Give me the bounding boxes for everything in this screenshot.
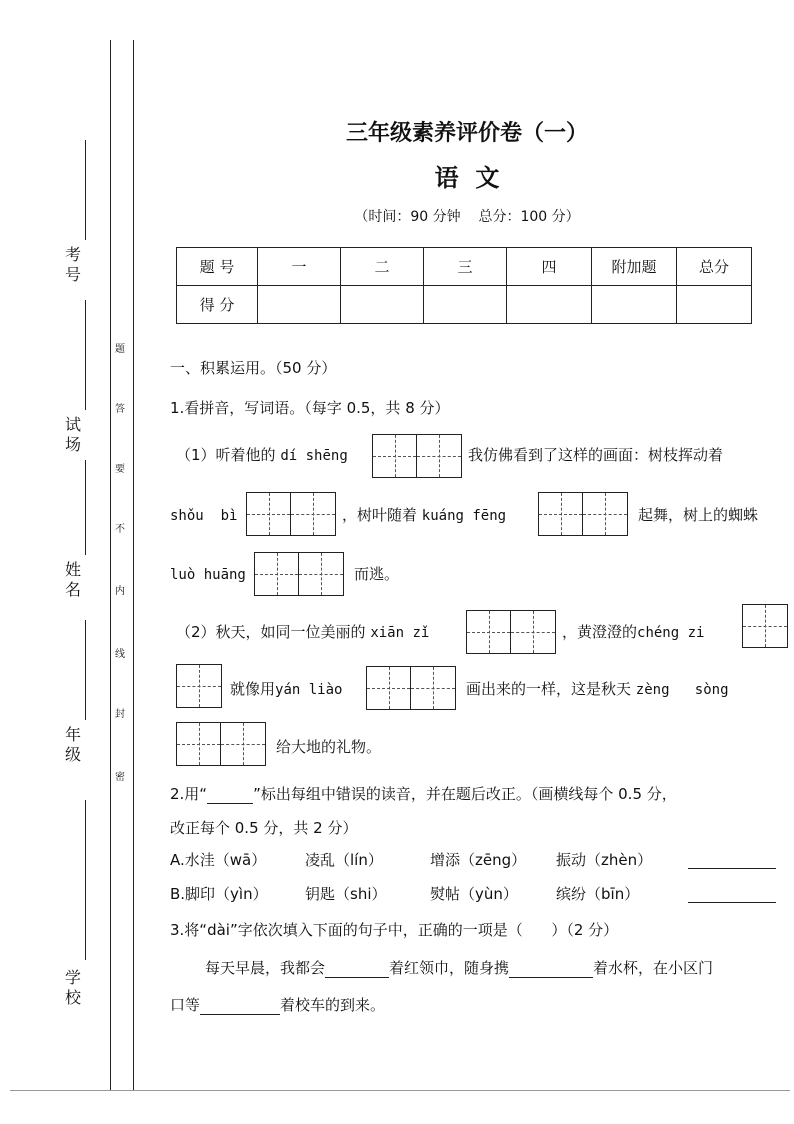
pinyin-luohuang: luò huāng — [170, 567, 246, 583]
q1-text — [230, 679, 342, 700]
score-cell[interactable] — [258, 286, 341, 324]
exam-title: 三年级素养评价卷（一） — [345, 121, 588, 146]
q3-blank-3[interactable] — [200, 996, 280, 1015]
q2-rowB-item[interactable]: 缤纷（bīn） — [556, 885, 640, 903]
q2-prompt — [170, 784, 677, 804]
answer-grid-shoubi[interactable] — [246, 492, 336, 536]
section-1-heading: 一、积累运用。（50 分） — [170, 359, 337, 377]
score-cell[interactable] — [592, 286, 677, 324]
q2-rowA-item[interactable]: 凌乱（lín） — [305, 851, 383, 869]
q3-sentence — [205, 958, 713, 978]
pinyin-chengzi: chéng zi — [637, 625, 705, 641]
q2-rowA-item[interactable]: 增添（zēng） — [430, 851, 527, 869]
exam-number-label: 考号 — [64, 245, 81, 284]
q1-text — [170, 564, 246, 585]
school-label: 学校 — [64, 968, 81, 1007]
name-label: 姓名 — [64, 560, 81, 599]
score-header-cell: 四 — [507, 248, 592, 286]
q1-text-segment: 我仿佛看到了这样的画面：树枝挥动着 — [468, 446, 724, 464]
score-header-cell: 附加题 — [592, 248, 677, 286]
pinyin-shoubi: shǒu bì — [170, 508, 238, 524]
exam-meta: （时间：90 分钟 总分：100 分） — [354, 209, 580, 225]
q3-text-segment: 着水杯，在小区门 — [593, 959, 714, 977]
score-header-cell: 总分 — [677, 248, 752, 286]
q1-text — [342, 505, 506, 526]
subject-title: 语 文 — [434, 164, 500, 192]
q2-rowA-answer-line[interactable] — [688, 850, 776, 869]
q1-prompt: 1.看拼音，写词语。（每字 0.5，共 8 分） — [170, 399, 450, 417]
pinyin-xianzi: xiān zǐ — [370, 625, 430, 641]
q1-text-segment: （1）听着他的 — [176, 446, 276, 464]
pinyin-kuangfeng: kuáng fēng — [421, 508, 507, 524]
answer-grid-luohuang[interactable] — [254, 552, 344, 596]
score-row-label: 得 分 — [177, 286, 258, 324]
q1-text-segment: 就像用 — [230, 680, 276, 698]
q1-text — [176, 622, 429, 643]
score-header-cell: 题 号 — [177, 248, 258, 286]
score-header-cell: 一 — [258, 248, 341, 286]
q1-text-segment: 给大地的礼物。 — [276, 738, 382, 756]
q3-text-segment: 着红领巾，随身携 — [389, 959, 510, 977]
name-line[interactable] — [85, 460, 86, 555]
seal-char: 线 — [115, 649, 125, 660]
answer-grid-zengsong[interactable] — [176, 722, 266, 766]
q2-prompt-segment: ”标出每组中错误的读音，并在题后改正。（画横线每个 0.5 分， — [253, 785, 677, 803]
exam-number-line[interactable] — [85, 140, 86, 240]
answer-grid-disheng[interactable] — [372, 434, 462, 478]
q3-text-segment: 口等 — [170, 996, 201, 1014]
q1-text — [170, 505, 237, 526]
q1-text-segment: ，黄澄澄的 — [562, 623, 638, 641]
grade-line[interactable] — [85, 620, 86, 720]
answer-grid-kuangfeng[interactable] — [538, 492, 628, 536]
score-cell[interactable] — [424, 286, 507, 324]
q3-text-segment: 着校车的到来。 — [280, 996, 386, 1014]
q1-text-segment: 而逃。 — [354, 565, 400, 583]
q1-text-segment: 起舞，树上的蜘蛛 — [638, 506, 759, 524]
q3-blank-1[interactable] — [325, 959, 389, 978]
q2-rowB-item[interactable]: 熨帖（yùn） — [430, 885, 518, 903]
q3-sentence-cont — [170, 995, 385, 1015]
pinyin-zengsong: zèng sòng — [635, 682, 729, 698]
seal-char: 内 — [115, 586, 125, 597]
exam-room-label: 试场 — [64, 415, 81, 454]
q2-rowB-answer-line[interactable] — [688, 884, 776, 903]
exam-room-line[interactable] — [85, 300, 86, 410]
seal-char: 要 — [115, 464, 125, 475]
q1-text — [466, 679, 729, 700]
school-line[interactable] — [85, 800, 86, 960]
q2-prompt-segment: 2.用“ — [170, 785, 208, 803]
score-table-header-row — [177, 248, 752, 286]
q2-rowB-item[interactable]: 钥匙（shi） — [305, 885, 387, 903]
seal-char: 密 — [115, 772, 125, 783]
underline-mark-sample — [207, 785, 253, 804]
q3-blank-2[interactable] — [509, 959, 593, 978]
q1-text — [176, 445, 348, 466]
seal-char: 题 — [115, 344, 125, 355]
binding-line-inner — [133, 40, 134, 1090]
page-bottom-border — [10, 1090, 790, 1091]
q2-rowA-item[interactable]: 振动（zhèn） — [556, 851, 653, 869]
score-table-score-row — [177, 286, 752, 324]
q1-text — [562, 622, 704, 643]
score-table — [176, 247, 752, 324]
score-cell[interactable] — [507, 286, 592, 324]
q3-text-segment: 每天早晨，我都会 — [205, 959, 326, 977]
pinyin-yanliao: yán liào — [275, 682, 343, 698]
pinyin-disheng: dí shēng — [280, 448, 348, 464]
binding-line-outer — [110, 40, 111, 1090]
seal-char: 不 — [115, 524, 125, 535]
answer-grid-yanliao[interactable] — [366, 666, 456, 710]
grade-label: 年级 — [64, 725, 81, 764]
seal-char: 封 — [115, 709, 125, 720]
q2-rowB-item[interactable]: B.脚印（yìn） — [170, 885, 268, 903]
q2-prompt-cont: 改正每个 0.5 分，共 2 分） — [170, 819, 358, 837]
q3-prompt: 3.将“dài”字依次填入下面的句子中，正确的一项是（ ）（2 分） — [170, 921, 619, 939]
q2-rowA-item[interactable]: A.水洼（wā） — [170, 851, 267, 869]
q1-text-segment: （2）秋天，如同一位美丽的 — [176, 623, 366, 641]
score-cell[interactable] — [677, 286, 752, 324]
answer-grid-chengzi-2[interactable] — [176, 664, 222, 708]
seal-char: 答 — [115, 404, 125, 415]
score-header-cell: 三 — [424, 248, 507, 286]
q1-text-segment: ，树叶随着 — [342, 506, 418, 524]
answer-grid-chengzi-1[interactable] — [742, 604, 788, 648]
q1-text-segment: 画出来的一样，这是秋天 — [466, 680, 632, 698]
score-header-cell: 二 — [341, 248, 424, 286]
answer-grid-xianzi[interactable] — [466, 610, 556, 654]
score-cell[interactable] — [341, 286, 424, 324]
